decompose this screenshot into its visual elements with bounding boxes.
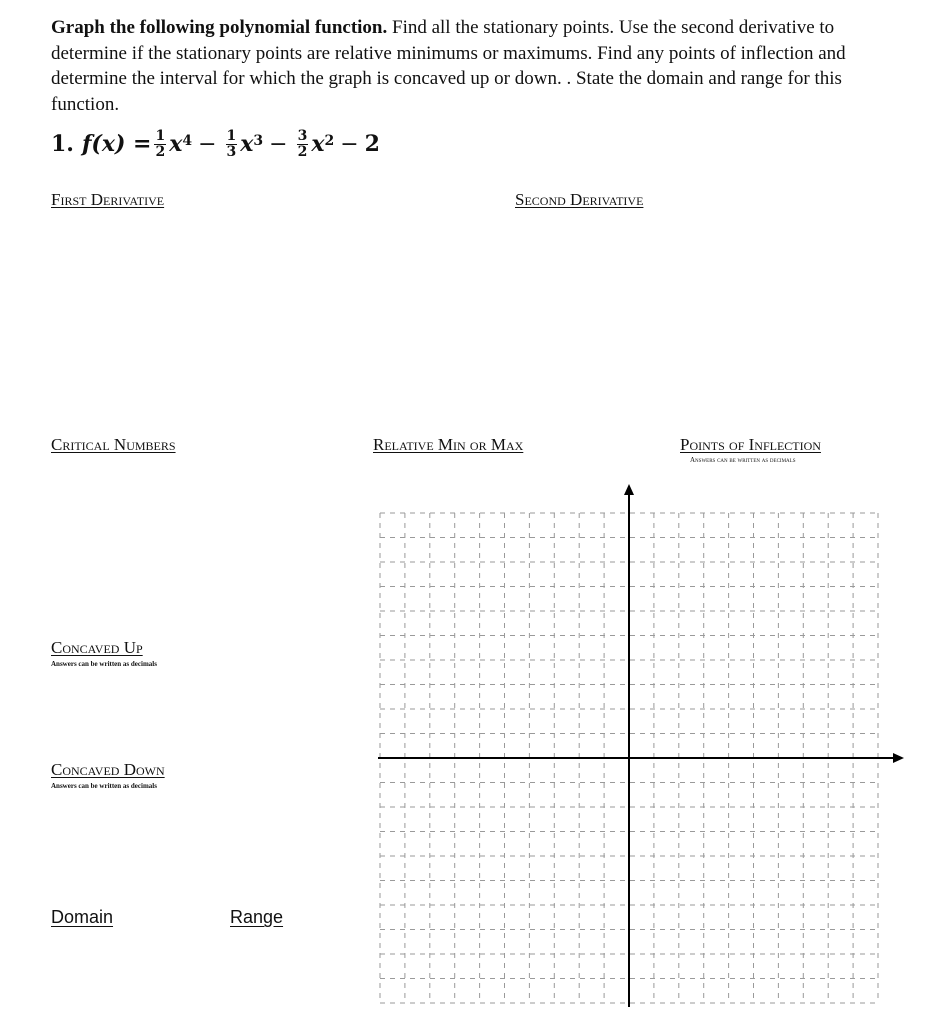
constant-term: 2 xyxy=(364,131,380,157)
second-derivative-heading: Second Derivative xyxy=(515,190,644,209)
fraction-one-half: $\frac{1}{2}$ xyxy=(155,127,166,160)
concaved-down-heading: Concaved Down xyxy=(51,760,165,779)
first-derivative-heading: First Derivative xyxy=(51,190,165,209)
concaved-up-heading: Concaved Up xyxy=(51,638,143,657)
domain-label: Domain xyxy=(51,907,114,927)
points-of-inflection-heading: Points of Inflection xyxy=(680,435,821,454)
instructions xyxy=(51,15,901,117)
points-of-inflection-note: Answers can be written as decimals xyxy=(690,456,796,464)
fraction-one-third: $\frac{1}{3}$ xyxy=(226,127,237,160)
problem-number: 1. xyxy=(51,131,74,157)
problem-equation: 1. f(x) = $\frac{1}{2}$ x $^4$ − $\frac{1}{3}$ x $^3$ − $\frac{3}{2}$ x $^2$ − 2 xyxy=(51,127,380,160)
instructions-body: Find all the stationary points. Use the second derivative to determine if the stationary points are relative minimums or maximums. Find any points of inflection and determine the interval for which the graph is concaved up or down. . State the domain and range for this function. xyxy=(51,17,846,115)
fraction-three-halves: $\frac{3}{2}$ xyxy=(297,127,308,160)
coordinate-grid xyxy=(370,478,910,1013)
concaved-down-note: Answers can be written as decimals xyxy=(51,782,157,790)
instructions-lead: Graph the following polynomial function. xyxy=(51,17,388,38)
x-axis-arrow-icon xyxy=(893,753,904,763)
range-label: Range xyxy=(230,907,284,927)
critical-numbers-heading: Critical Numbers xyxy=(51,435,176,454)
concaved-up-note: Answers can be written as decimals xyxy=(51,660,157,668)
relative-min-max-heading: Relative Min or Max xyxy=(373,435,524,454)
function-lhs: f(x) = xyxy=(81,131,152,157)
y-axis-arrow-icon xyxy=(624,484,634,495)
